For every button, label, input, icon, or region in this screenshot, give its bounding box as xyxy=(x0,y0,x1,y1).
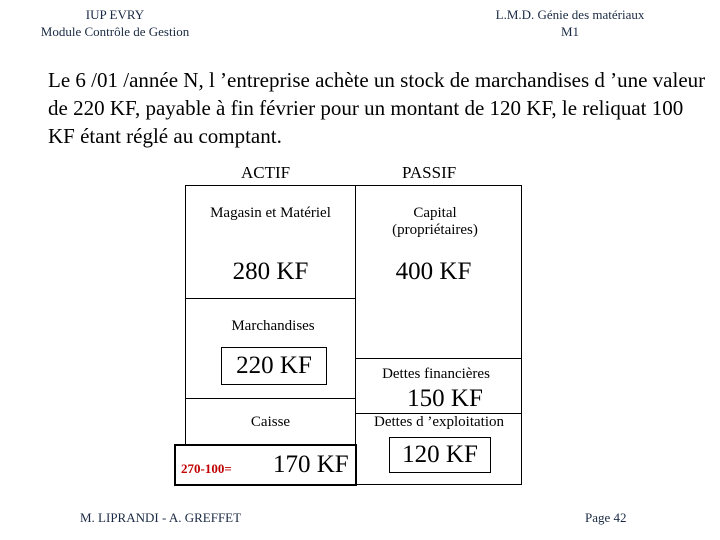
dettes-expl-label: Dettes d ’exploitation xyxy=(374,414,504,430)
passif-separator-1 xyxy=(355,358,522,359)
bs-center-divider xyxy=(355,185,356,485)
caisse-calc: 270-100= xyxy=(181,461,232,476)
marchandises-value: 220 KF xyxy=(221,347,327,385)
bs-top-border xyxy=(185,185,522,186)
caisse-box xyxy=(174,444,357,486)
dettes-fin-value: 150 KF xyxy=(407,385,483,412)
magasin-value: 280 KF xyxy=(232,258,309,285)
header-right-line2: M1 xyxy=(560,24,580,39)
capital-label: Capital (propriétaires) xyxy=(392,205,478,238)
intro-text: Le 6 /01 /année N, l ’entreprise achète un stock de marchandises d ’une valeur de 220 KF, payable à fin février pour un montant de 120 KF, le reliquat 100 KF étant réglé au comptant. xyxy=(48,68,706,148)
caisse-value: 170 KF xyxy=(273,451,349,478)
footer-page: Page 42 xyxy=(585,510,627,525)
actif-heading: ACTIF xyxy=(241,163,291,182)
actif-separator-2 xyxy=(185,398,356,399)
dettes-expl-value: 120 KF xyxy=(389,437,491,473)
footer-authors: M. LIPRANDI - A. GREFFET xyxy=(80,510,242,525)
passif-heading: PASSIF xyxy=(402,163,457,182)
header-left-line1: IUP EVRY xyxy=(85,7,145,22)
dettes-fin-label: Dettes financières xyxy=(382,366,490,382)
bs-right-border xyxy=(521,185,522,485)
header-left xyxy=(20,6,210,40)
header-left-line2: Module Contrôle de Gestion xyxy=(40,24,190,39)
bs-left-border xyxy=(185,185,186,485)
marchandises-label: Marchandises xyxy=(231,318,315,334)
caisse-label: Caisse xyxy=(250,414,291,430)
actif-separator-1 xyxy=(185,298,356,299)
header-right xyxy=(460,6,680,40)
header-right-line1: L.M.D. Génie des matériaux xyxy=(495,7,645,22)
magasin-label: Magasin et Matériel xyxy=(210,205,331,221)
capital-value: 400 KF xyxy=(395,258,472,285)
passif-bottom-border xyxy=(355,484,522,485)
